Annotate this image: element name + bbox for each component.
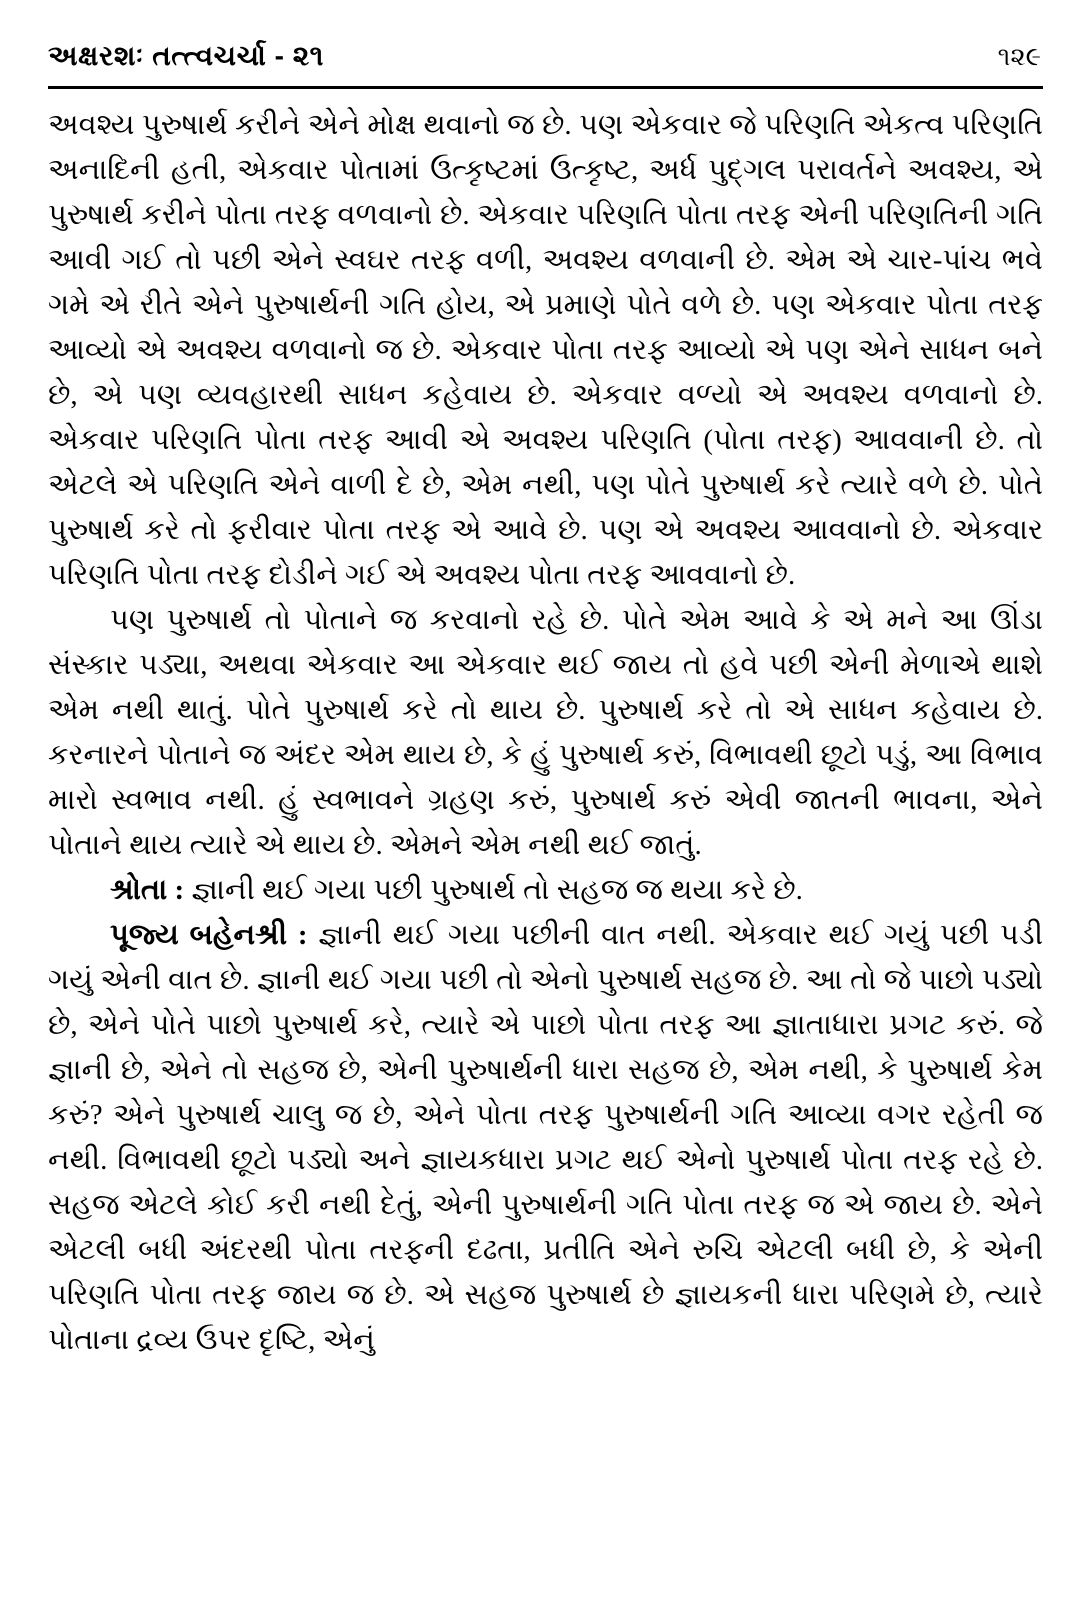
paragraph [48, 913, 1043, 1363]
paragraph [48, 598, 1043, 868]
paragraph [48, 868, 1043, 913]
paragraph-text: અવશ્ય પુરુષાર્થ કરીને એને મોક્ષ થવાનો જ છે. પણ એકવાર જે પરિણતિ એકત્વ પરિણતિ અનાદિની હતી, એકવાર પોતામાં ઉત્કૃષ્ટમાં ઉત્કૃષ્ટ, અર્ધ પુદ્ગલ પરાવર્તને અવશ્ય, એ પુરુષાર્થ કરીને પોતા તરફ વળવાનો છે. એકવાર પરિણતિ પોતા તરફ એની પરિણતિની ગતિ આવી ગઈ તો પછી એને સ્વઘર તરફ વળી, અવશ્ય વળવાની છે. એમ એ ચાર-પાંચ ભવે ગમે એ રીતે એને પુરુષાર્થની ગતિ હોય, એ પ્રમાણે પોતે વળે છે. પણ એકવાર પોતા તરફ આવ્યો એ અવશ્ય વળવાનો જ છે. એકવાર પોતા તરફ આવ્યો એ પણ એને સાધન બને છે, એ પણ વ્યવહારથી સાધન કહેવાય છે. એકવાર વળ્યો એ અવશ્ય વળવાનો છે. એકવાર પરિણતિ પોતા તરફ આવી એ અવશ્ય પરિણતિ (પોતા તરફ) આવવાની છે. તો એટલે એ પરિણતિ એને વાળી દે છે, એમ નથી, પણ પોતે પુરુષાર્થ કરે ત્યારે વળે છે. પોતે પુરુષાર્થ કરે તો ફરીવાર પોતા તરફ એ આવે છે. પણ એ અવશ્ય આવવાનો છે. એકવાર પરિણતિ પોતા તરફ દોડીને ગઈ એ અવશ્ય પોતા તરફ આવવાનો છે. [48, 109, 1043, 591]
paragraph-text: જ્ઞાની થઈ ગયા પછીની વાત નથી. એકવાર થઈ ગયું પછી પડી ગયું એની વાત છે. જ્ઞાની થઈ ગયા પછી તો એનો પુરુષાર્થ સહજ છે. આ તો જે પાછો પડ્યો છે, એને પોતે પાછો પુરુષાર્થ કરે, ત્યારે એ પાછો પોતા તરફ આ જ્ઞાતાધારા પ્રગટ કરું. જે જ્ઞાની છે, એને તો સહજ છે, એની પુરુષાર્થની ધારા સહજ છે, એમ નથી, કે પુરુષાર્થ કેમ કરું? એને પુરુષાર્થ ચાલુ જ છે, એને પોતા તરફ પુરુષાર્થની ગતિ આવ્યા વગર રહેતી જ નથી. વિભાવથી છૂટો પડ્યો અને જ્ઞાયકધારા પ્રગટ થઈ એનો પુરુષાર્થ પોતા તરફ રહે છે. સહજ એટલે કોઈ કરી નથી દેતું, એની પુરુષાર્થની ગતિ પોતા તરફ જ એ જાય છે. એને એટલી બધી અંદરથી પોતા તરફની દઢતા, પ્રતીતિ એને રુચિ એટલી બધી છે, કે એની પરિણતિ પોતા તરફ જાય જ છે. એ સહજ પુરુષાર્થ છે જ્ઞાયકની ધારા પરિણમે છે, ત્યારે પોતાના દ્રવ્ય ઉપર દૃષ્ટિ, એનું [48, 919, 1043, 1356]
paragraph-text: જ્ઞાની થઈ ગયા પછી પુરુષાર્થ તો સહજ જ થયા કરે છે. [184, 874, 803, 906]
page-header [48, 40, 1041, 73]
header-divider [48, 86, 1043, 89]
page-number: ૧૨૯ [997, 41, 1041, 71]
speaker-label: પૂજ્ય બહેનશ્રી : [110, 919, 308, 951]
speaker-label: શ્રોતા : [110, 874, 185, 906]
paragraph-text: પણ પુરુષાર્થ તો પોતાને જ કરવાનો રહે છે. પોતે એમ આવે કે એ મને આ ઊંડા સંસ્કાર પડ્યા, અથવા એકવાર આ એકવાર થઈ જાય તો હવે પછી એની મેળાએ થાશે એમ નથી થાતું. પોતે પુરુષાર્થ કરે તો થાય છે. પુરુષાર્થ કરે તો એ સાધન કહેવાય છે. કરનારને પોતાને જ અંદર એમ થાય છે, કે હું પુરુષાર્થ કરું, વિભાવથી છૂટો પડું, આ વિભાવ મારો સ્વભાવ નથી. હું સ્વભાવને ગ્રહણ કરું, પુરુષાર્થ કરું એવી જાતની ભાવના, એને પોતાને થાય ત્યારે એ થાય છે. એમને એમ નથી થઈ જાતું. [48, 604, 1043, 861]
header-title: અક્ષરશઃ તત્ત્વચર્ચા - ૨૧ [48, 40, 324, 71]
paragraph [48, 103, 1043, 598]
body-text [48, 103, 1043, 1363]
